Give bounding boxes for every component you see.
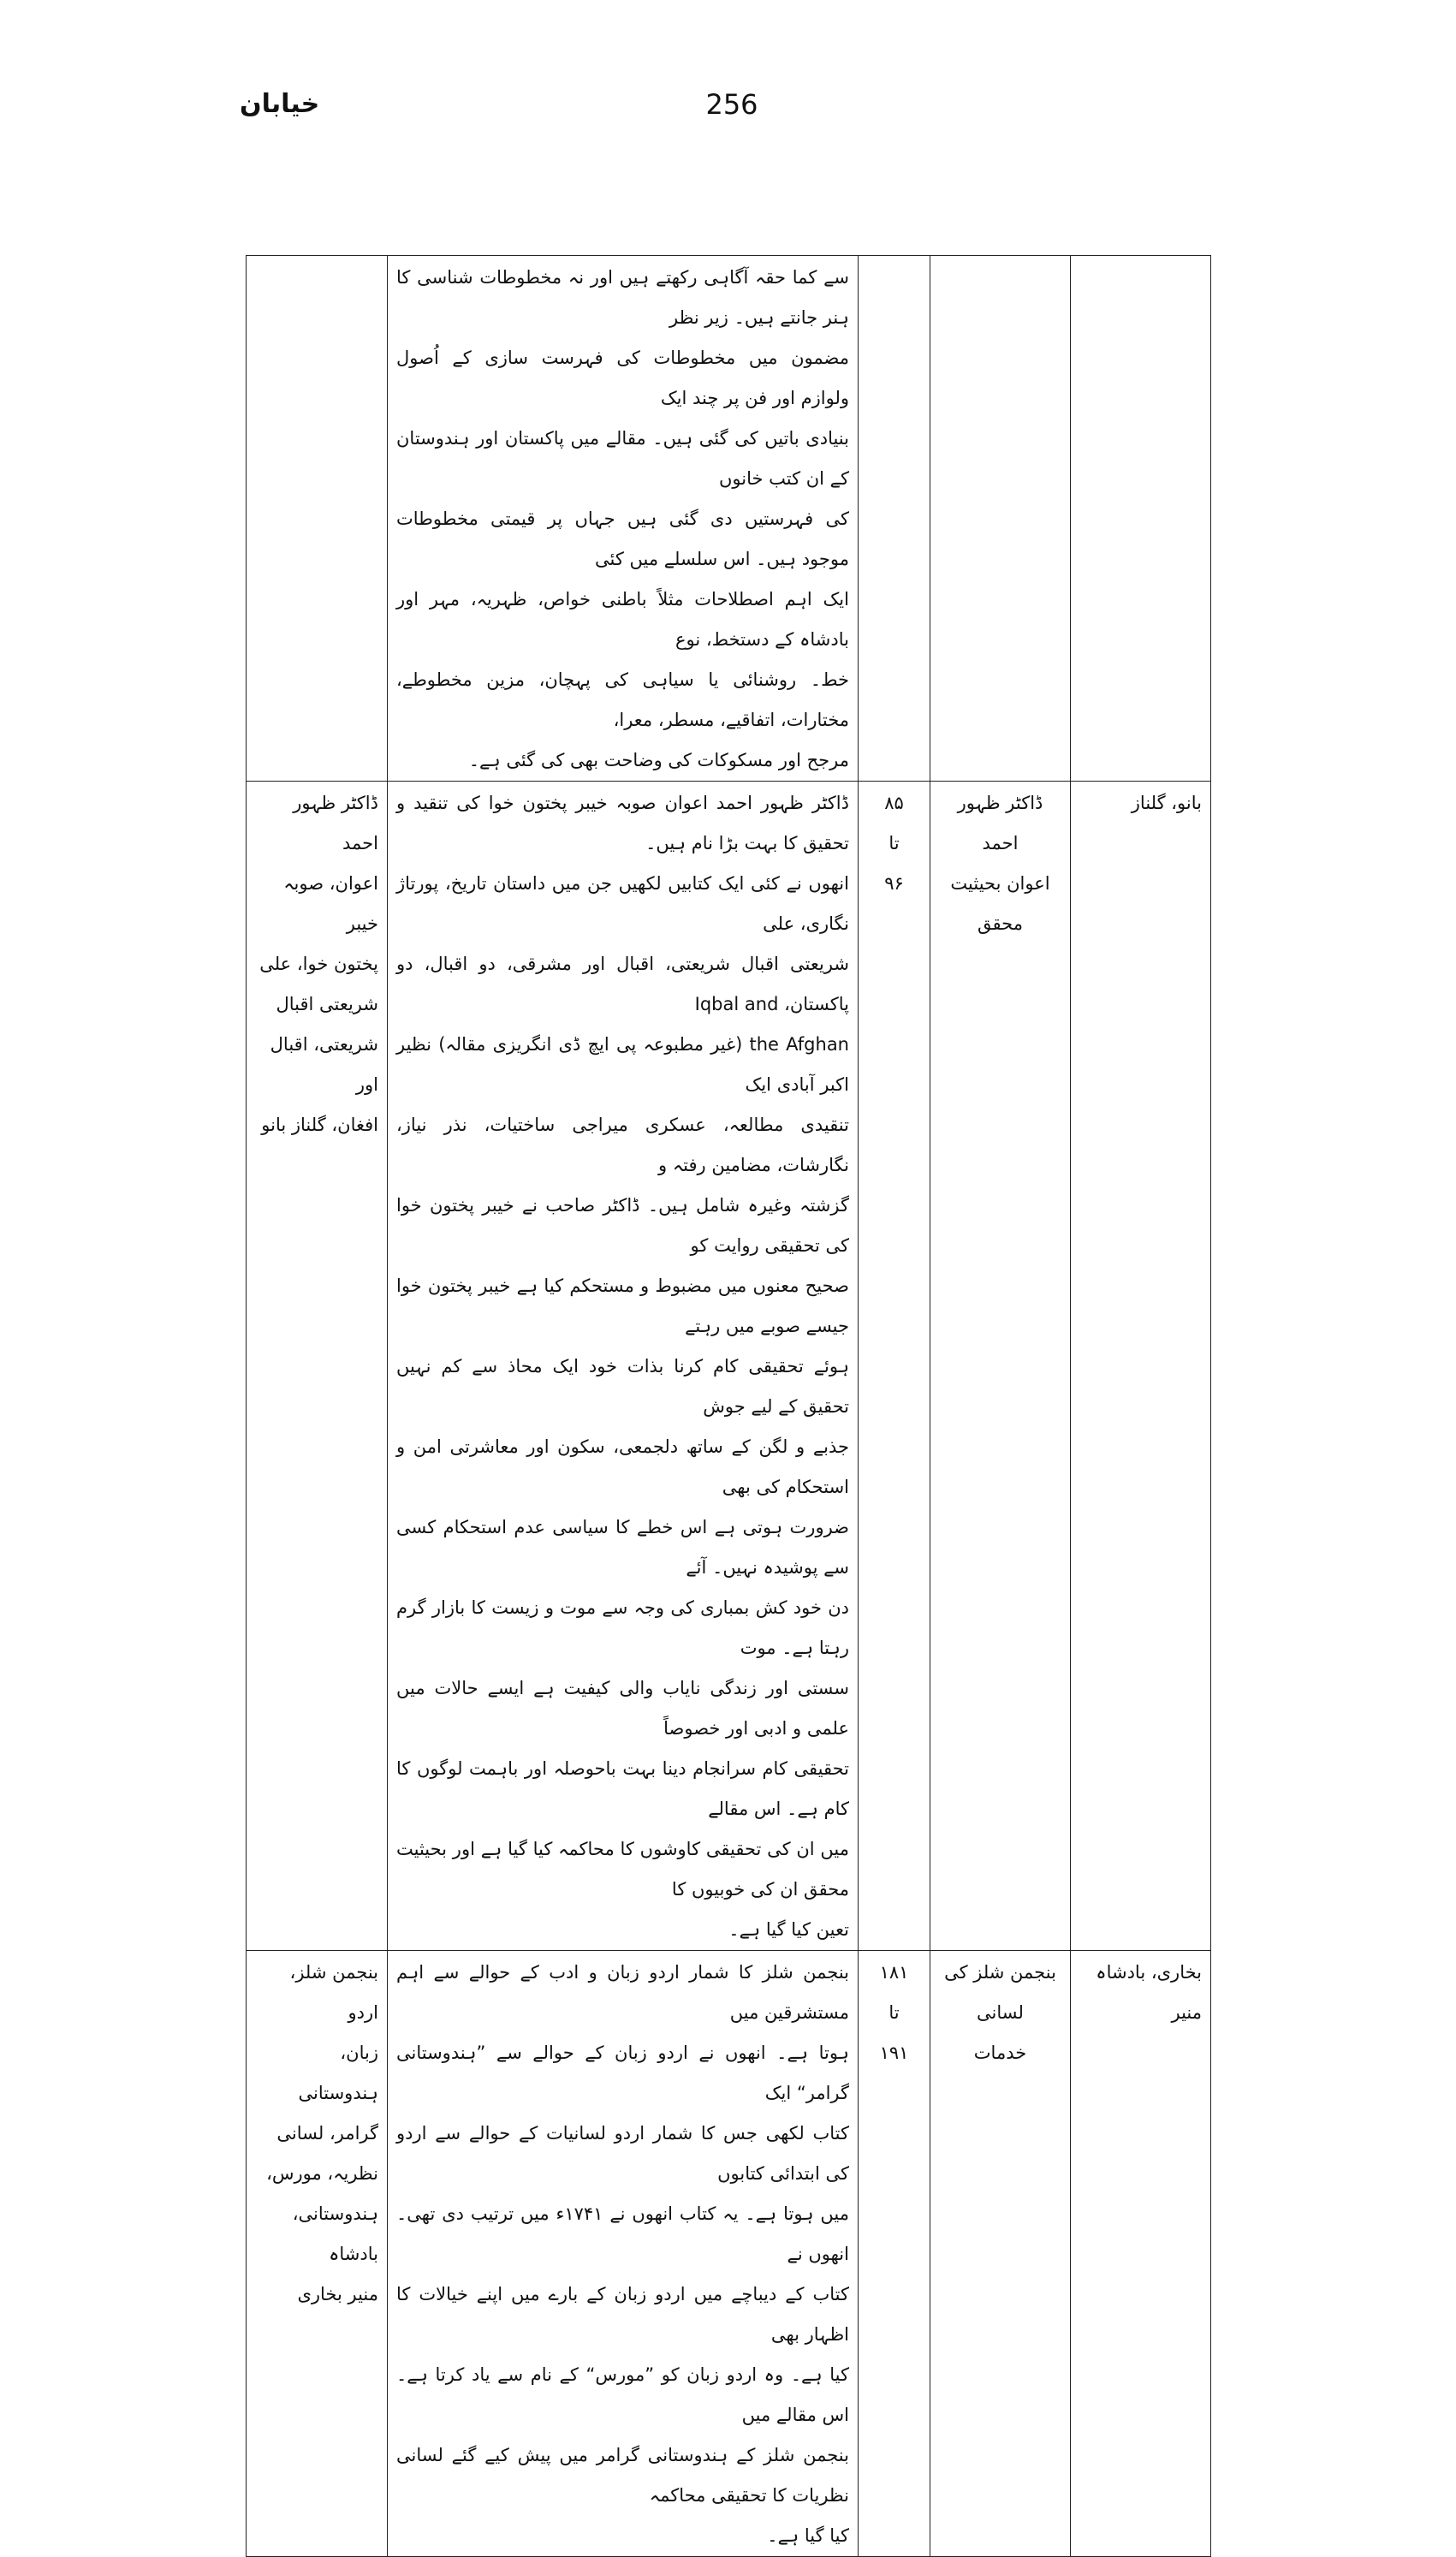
abstract-line: بنیادی باتیں کی گئی ہیں۔ مقالے میں پاکستان اور ہندوستان کے ان کتب خانوں bbox=[396, 428, 849, 489]
abstract-line: کیا گیا ہے۔ bbox=[767, 2525, 849, 2546]
keywords-line: شریعتی اقبال bbox=[276, 994, 378, 1014]
abstract-line: the Afghan (غیر مطبوعہ پی ایچ ڈی انگریزی مقالہ) نظیر اکبر آبادی ایک bbox=[396, 1034, 849, 1095]
abstract-line: گزشتہ وغیرہ شامل ہیں۔ ڈاکٹر صاحب نے خیبر پختون خوا کی تحقیقی روایت کو bbox=[396, 1195, 849, 1256]
abstract-line: تنقیدی مطالعہ، عسکری میراجی ساختیات، نذر نیاز، نگارشات، مضامین رفتہ و bbox=[396, 1115, 849, 1175]
keywords-line: شریعتی، اقبال اور bbox=[270, 1034, 378, 1095]
title-line: اعوان بحیثیت bbox=[950, 873, 1050, 894]
title-line: ڈاکٹر ظہور احمد bbox=[957, 793, 1043, 853]
abstract-line: کیا ہے۔ وہ اردو زبان کو ”مورس“ کے نام سے یاد کرتا ہے۔ اس مقالے میں bbox=[396, 2364, 849, 2425]
keywords-line: اعوان، صوبہ خیبر bbox=[283, 873, 378, 934]
abstract-line: ڈاکٹر ظہور احمد اعوان صوبہ خیبر پختون خوا کی تنقید و تحقیق کا بہت بڑا نام ہیں۔ bbox=[396, 793, 849, 853]
abstract-line: صحیح معنوں میں مضبوط و مستحکم کیا ہے خیبر پختون خوا جیسے صوبے میں رہتے bbox=[396, 1276, 849, 1336]
abstract-line: خط۔ روشنائی یا سیاہی کی پہچان، مزین مخطوطے، مختارات، اتفاقیے، مسطر، معرا، bbox=[396, 669, 849, 730]
journal-name: خیابان bbox=[240, 89, 320, 119]
pages-line: تا bbox=[888, 833, 900, 853]
table-row bbox=[247, 782, 1211, 1951]
abstract-line: جذبے و لگن کے ساتھ دلجمعی، سکون اور معاشرتی امن و استحکام کی بھی bbox=[396, 1436, 849, 1497]
abstract-line: ہوئے تحقیقی کام کرنا بذات خود ایک محاذ سے کم نہیں تحقیق کے لیے جوش bbox=[396, 1356, 849, 1417]
abstract-cell bbox=[388, 782, 859, 1951]
pages-line: تا bbox=[888, 2002, 900, 2023]
pages-line: ۱۸۱ bbox=[879, 1962, 909, 1983]
author-line: بانو، گلناز bbox=[1131, 793, 1202, 813]
table-row bbox=[247, 1951, 1211, 2557]
bibliography-table bbox=[246, 255, 1211, 2557]
pages-cell bbox=[859, 256, 930, 782]
author-cell bbox=[1071, 256, 1211, 782]
abstract-line: ایک اہم اصطلاحات مثلاً باطنی خواص، ظہریہ، مہر اور بادشاہ کے دستخط، نوع bbox=[396, 589, 849, 650]
abstract-cell bbox=[388, 1951, 859, 2557]
abstract-line: شریعتی اقبال شریعتی، اقبال اور مشرقی، دو اقبال، دو پاکستان، Iqbal and bbox=[396, 954, 849, 1014]
pages-line: ۸۵ bbox=[884, 793, 904, 813]
pages-cell bbox=[859, 1951, 930, 2557]
keywords-line: پختون خوا، علی bbox=[259, 954, 378, 974]
keywords-line: نظریہ، مورس، bbox=[266, 2163, 378, 2184]
abstract-line: ضرورت ہوتی ہے اس خطے کا سیاسی عدم استحکام کسی سے پوشیدہ نہیں۔ آئے bbox=[396, 1517, 849, 1578]
pages-line: ۱۹۱ bbox=[879, 2043, 909, 2063]
author-line: بخاری، بادشاہ منیر bbox=[1096, 1962, 1202, 2023]
abstract-line: دن خود کش بمباری کی وجہ سے موت و زیست کا بازار گرم رہتا ہے۔ موت bbox=[396, 1597, 849, 1658]
abstract-line: کتاب کے دیباچے میں اردو زبان کے بارے میں اپنے خیالات کا اظہار بھی bbox=[396, 2284, 849, 2345]
abstract-cell bbox=[388, 256, 859, 782]
abstract-line: تحقیقی کام سرانجام دینا بہت باحوصلہ اور باہمت لوگوں کا کام ہے۔ اس مقالے bbox=[396, 1758, 849, 1819]
title-line: محقق bbox=[978, 913, 1023, 934]
title-line: خدمات bbox=[973, 2043, 1027, 2063]
author-cell bbox=[1071, 782, 1211, 1951]
abstract-line: ہوتا ہے۔ انھوں نے اردو زبان کے حوالے سے ”ہندوستانی گرامر“ ایک bbox=[396, 2043, 849, 2103]
title-line: بنجمن شلز کی لسانی bbox=[944, 1962, 1056, 2023]
keywords-line: بنجمن شلز، اردو bbox=[289, 1962, 378, 2023]
keywords-line: گرامر، لسانی bbox=[276, 2123, 378, 2144]
table-row bbox=[247, 256, 1211, 782]
abstract-line: مرجح اور مسکوکات کی وضاحت بھی کی گئی ہے۔ bbox=[468, 750, 849, 770]
pages-line: ۹۶ bbox=[884, 873, 904, 894]
keywords-cell bbox=[247, 782, 388, 1951]
abstract-line: کتاب لکھی جس کا شمار اردو لسانیات کے حوالے سے اردو کی ابتدائی کتابوں bbox=[396, 2123, 849, 2184]
abstract-line: مضمون میں مخطوطات کی فہرست سازی کے اُصول ولوازم اور فن پر چند ایک bbox=[396, 348, 849, 408]
keywords-cell bbox=[247, 256, 388, 782]
keywords-line: افغان، گلناز بانو bbox=[261, 1115, 378, 1135]
abstract-line: کی فہرستیں دی گئی ہیں جہاں پر قیمتی مخطوطات موجود ہیں۔ اس سلسلے میں کئی bbox=[396, 508, 849, 569]
page-number: 256 bbox=[705, 88, 758, 121]
abstract-line: میں ہوتا ہے۔ یہ کتاب انھوں نے ۱۷۴۱ء میں ترتیب دی تھی۔ انھوں نے bbox=[396, 2203, 849, 2264]
keywords-line: منیر بخاری bbox=[297, 2284, 378, 2304]
keywords-line: ڈاکٹر ظہور احمد bbox=[293, 793, 378, 853]
keywords-cell bbox=[247, 1951, 388, 2557]
keywords-line: زبان، ہندوستانی bbox=[298, 2043, 378, 2103]
abstract-line: بنجمن شلز کے ہندوستانی گرامر میں پیش کیے گئے لسانی نظریات کا تحقیقی محاکمہ bbox=[396, 2445, 849, 2506]
abstract-line: بنجمن شلز کا شمار اردو زبان و ادب کے حوالے سے اہم مستشرقین میں bbox=[396, 1962, 849, 2023]
title-cell bbox=[930, 256, 1071, 782]
pages-cell bbox=[859, 782, 930, 1951]
keywords-line: ہندوستانی، بادشاہ bbox=[292, 2203, 378, 2264]
abstract-line: سے کما حقہ آگاہی رکھتے ہیں اور نہ مخطوطات شناسی کا ہنر جانتے ہیں۔ زیر نظر bbox=[396, 267, 849, 328]
title-cell bbox=[930, 1951, 1071, 2557]
author-cell bbox=[1071, 1951, 1211, 2557]
abstract-line: سستی اور زندگی نایاب والی کیفیت ہے ایسے حالات میں علمی و ادبی اور خصوصاً bbox=[396, 1678, 849, 1739]
abstract-line: میں ان کی تحقیقی کاوشوں کا محاکمہ کیا گیا ہے اور بحیثیت محقق ان کی خوبیوں کا bbox=[396, 1839, 849, 1900]
abstract-line: تعین کیا گیا ہے۔ bbox=[728, 1919, 849, 1940]
title-cell bbox=[930, 782, 1071, 1951]
abstract-line: انھوں نے کئی ایک کتابیں لکھیں جن میں داستان تاریخ، پورتاژ نگاری، علی bbox=[396, 873, 849, 934]
